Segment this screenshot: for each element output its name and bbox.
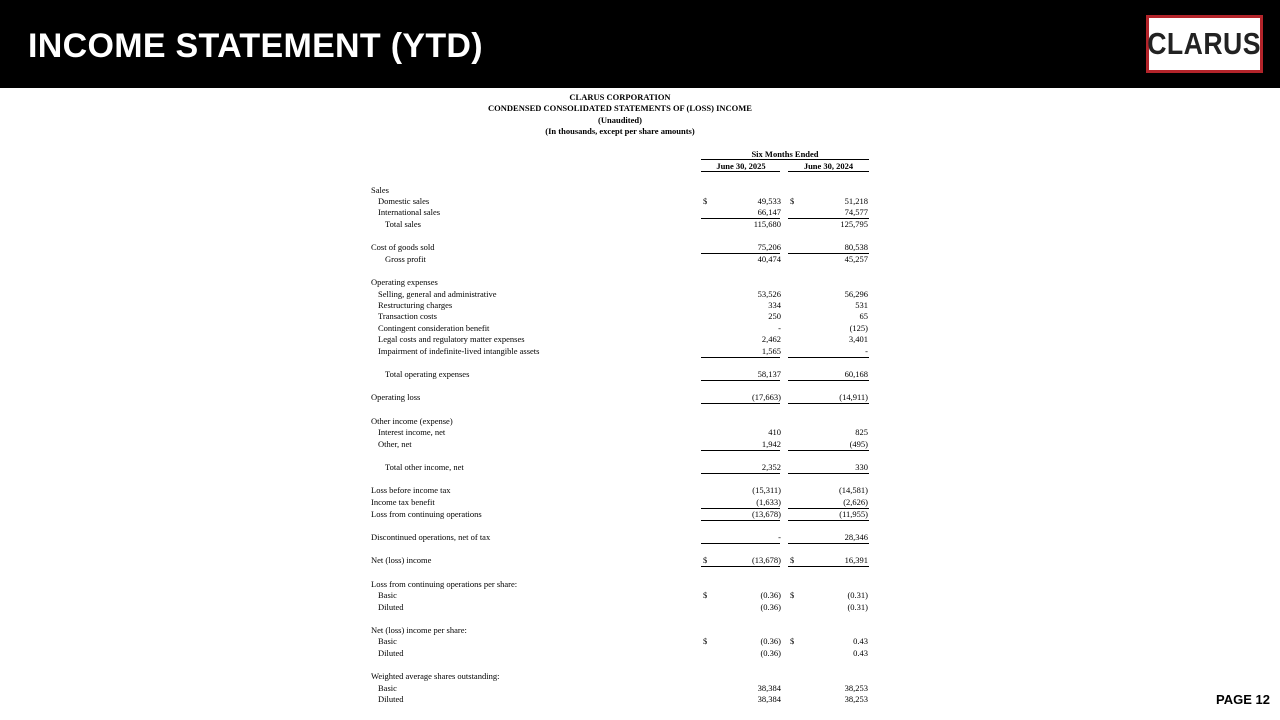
value-rule-2025 — [701, 520, 780, 521]
row-label: Loss from continuing operations — [371, 509, 482, 519]
table-row — [0, 590, 1280, 601]
value-2025: (13,678) — [751, 509, 781, 519]
row-label: Basic — [378, 636, 397, 646]
row-label: Cost of goods sold — [371, 242, 435, 252]
table-row — [0, 289, 1280, 300]
table-row — [0, 485, 1280, 496]
value-2024: 125,795 — [840, 219, 868, 229]
row-label: Other income (expense) — [371, 416, 453, 426]
value-2025: - — [778, 532, 781, 542]
dollar-sign: $ — [790, 636, 795, 646]
table-row — [0, 648, 1280, 659]
table-row — [0, 427, 1280, 438]
page-title: INCOME STATEMENT (YTD) — [28, 27, 483, 65]
row-label: Gross profit — [385, 254, 426, 264]
units-note: (In thousands, except per share amounts) — [545, 126, 695, 136]
value-rule-2025 — [701, 566, 780, 567]
dollar-sign: $ — [703, 590, 708, 600]
table-row — [0, 555, 1280, 566]
table-row — [0, 497, 1280, 508]
row-label: Loss from continuing operations per share: — [371, 579, 518, 589]
value-2024: 38,253 — [844, 694, 868, 704]
value-2025: - — [778, 323, 781, 333]
value-rule-2024 — [788, 403, 869, 404]
dollar-sign: $ — [790, 590, 795, 600]
value-2024: (2,626) — [843, 497, 868, 507]
value-rule-2025 — [701, 403, 780, 404]
row-label: Basic — [378, 590, 397, 600]
row-label: Income tax benefit — [371, 497, 435, 507]
table-row — [0, 254, 1280, 265]
table-row — [0, 334, 1280, 345]
row-label: Operating expenses — [371, 277, 438, 287]
value-2024: (0.31) — [847, 590, 868, 600]
row-label: Total operating expenses — [385, 369, 470, 379]
value-2025: 58,137 — [757, 369, 781, 379]
value-rule-2024 — [788, 520, 869, 521]
row-label: Transaction costs — [378, 311, 437, 321]
table-row — [0, 579, 1280, 590]
statement-title: CONDENSED CONSOLIDATED STATEMENTS OF (LOSS) INCOME — [488, 103, 752, 113]
row-label: Restructuring charges — [378, 300, 453, 310]
row-label: Impairment of indefinite-lived intangible assets — [378, 346, 540, 356]
row-label: Interest income, net — [378, 427, 446, 437]
row-label: Legal costs and regulatory matter expenses — [378, 334, 525, 344]
value-2025: 410 — [768, 427, 781, 437]
value-2025: (0.36) — [760, 602, 781, 612]
row-label: International sales — [378, 207, 441, 217]
value-2025: (17,663) — [751, 392, 781, 402]
table-row — [0, 300, 1280, 311]
value-rule-2024 — [788, 473, 869, 474]
value-2025: (1,633) — [756, 497, 781, 507]
value-2025: 40,474 — [757, 254, 781, 264]
table-row — [0, 462, 1280, 473]
row-label: Contingent consideration benefit — [378, 323, 490, 333]
value-2025: 75,206 — [757, 242, 781, 252]
table-row — [0, 671, 1280, 682]
unaudited-note: (Unaudited) — [598, 115, 642, 125]
value-2025: 53,526 — [757, 289, 781, 299]
row-label: Net (loss) income per share: — [371, 625, 467, 635]
value-2024: 80,538 — [844, 242, 868, 252]
table-row — [0, 683, 1280, 694]
table-row — [0, 207, 1280, 218]
value-2024: 825 — [855, 427, 868, 437]
page-number: PAGE 12 — [1216, 692, 1270, 707]
value-2025: 49,533 — [757, 196, 781, 206]
value-2025: 115,680 — [753, 219, 781, 229]
value-2024: 60,168 — [844, 369, 868, 379]
value-2025: (0.36) — [760, 648, 781, 658]
table-row — [0, 323, 1280, 334]
company-name: CLARUS CORPORATION — [569, 92, 671, 102]
table-row — [0, 196, 1280, 207]
value-2025: 250 — [768, 311, 781, 321]
value-rule-2024 — [788, 380, 869, 381]
value-2025: 2,462 — [761, 334, 781, 344]
period-header: Six Months Ended — [751, 149, 819, 159]
value-rule-2024 — [788, 450, 869, 451]
value-rule-2024 — [788, 357, 869, 358]
row-label: Net (loss) income — [371, 555, 432, 565]
column-header-2024: June 30, 2024 — [803, 161, 854, 171]
value-2025: (13,678) — [751, 555, 781, 565]
value-2025: (0.36) — [760, 590, 781, 600]
table-row — [0, 392, 1280, 403]
row-label: Domestic sales — [378, 196, 430, 206]
value-2024: 38,253 — [844, 683, 868, 693]
value-rule-2024 — [788, 543, 869, 544]
row-label: Selling, general and administrative — [378, 289, 497, 299]
value-rule-2025 — [701, 357, 780, 358]
row-label: Other, net — [378, 439, 412, 449]
value-rule-2024 — [788, 566, 869, 567]
row-label: Total sales — [385, 219, 421, 229]
row-label: Diluted — [378, 648, 404, 658]
dollar-sign: $ — [703, 555, 708, 565]
value-2025: 66,147 — [757, 207, 781, 217]
row-label: Operating loss — [371, 392, 421, 402]
table-row — [0, 439, 1280, 450]
value-2024: 28,346 — [844, 532, 868, 542]
dollar-sign: $ — [703, 636, 708, 646]
value-2025: (15,311) — [752, 485, 781, 495]
row-label: Basic — [378, 683, 397, 693]
table-row — [0, 219, 1280, 230]
table-row — [0, 694, 1280, 705]
value-2024: 51,218 — [844, 196, 868, 206]
value-2024: - — [865, 346, 868, 356]
row-label: Weighted average shares outstanding: — [371, 671, 500, 681]
row-label: Sales — [371, 185, 389, 195]
value-2024: (0.31) — [847, 602, 868, 612]
dollar-sign: $ — [790, 555, 795, 565]
value-2024: (125) — [849, 323, 868, 333]
value-2024: (495) — [849, 439, 868, 449]
table-row — [0, 277, 1280, 288]
value-2025: 1,942 — [761, 439, 781, 449]
row-label: Diluted — [378, 694, 404, 704]
value-rule-2025 — [701, 450, 780, 451]
value-2024: 531 — [855, 300, 868, 310]
table-row — [0, 242, 1280, 253]
value-2025: 2,352 — [761, 462, 781, 472]
dollar-sign: $ — [790, 196, 795, 206]
value-2025: 1,565 — [761, 346, 781, 356]
value-2024: (14,581) — [838, 485, 868, 495]
row-label: Loss before income tax — [371, 485, 451, 495]
value-2024: 65 — [859, 311, 868, 321]
value-2025: (0.36) — [760, 636, 781, 646]
table-row — [0, 602, 1280, 613]
value-2024: (11,955) — [839, 509, 868, 519]
value-2024: 45,257 — [844, 254, 868, 264]
value-2024: 0.43 — [853, 636, 868, 646]
logo-text: CLARUS — [1147, 26, 1262, 61]
value-2025: 38,384 — [757, 694, 781, 704]
table-row — [0, 532, 1280, 543]
dollar-sign: $ — [703, 196, 708, 206]
value-rule-2025 — [701, 380, 780, 381]
value-2024: 0.43 — [853, 648, 868, 658]
table-row — [0, 346, 1280, 357]
table-row — [0, 509, 1280, 520]
row-label: Diluted — [378, 602, 404, 612]
value-2024: (14,911) — [839, 392, 868, 402]
table-row — [0, 369, 1280, 380]
value-rule-2025 — [701, 473, 780, 474]
table-row — [0, 625, 1280, 636]
value-2024: 330 — [855, 462, 868, 472]
row-label: Total other income, net — [385, 462, 464, 472]
value-2024: 74,577 — [844, 207, 868, 217]
value-2024: 3,401 — [848, 334, 868, 344]
value-2024: 16,391 — [844, 555, 868, 565]
table-row — [0, 416, 1280, 427]
row-label: Discontinued operations, net of tax — [371, 532, 491, 542]
table-row — [0, 636, 1280, 647]
column-header-2025: June 30, 2025 — [716, 161, 766, 171]
value-2024: 56,296 — [844, 289, 868, 299]
table-row — [0, 311, 1280, 322]
value-2025: 38,384 — [757, 683, 781, 693]
value-2025: 334 — [768, 300, 781, 310]
table-row — [0, 185, 1280, 196]
value-rule-2025 — [701, 543, 780, 544]
